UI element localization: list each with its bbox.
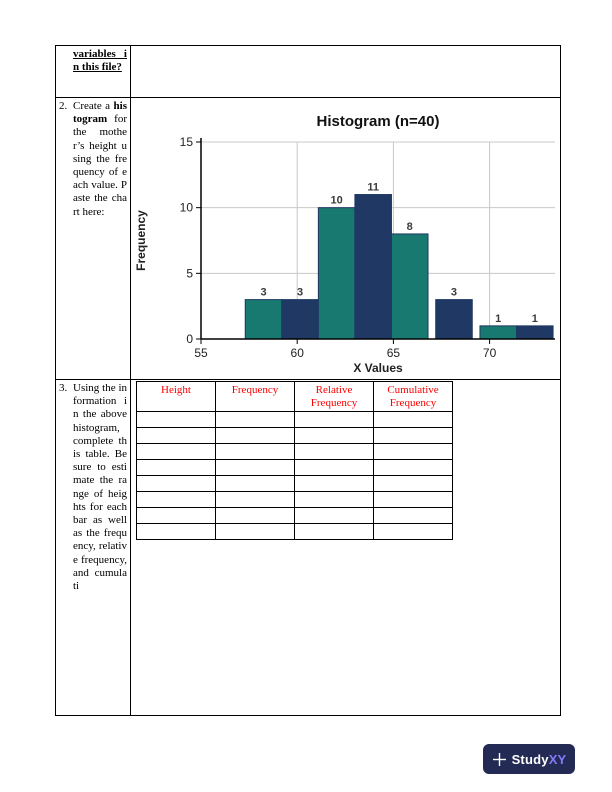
histogram-chart <box>131 104 561 376</box>
answer-table-header: Cumulative Frequency <box>374 382 453 412</box>
answer-table-cell[interactable] <box>216 412 295 428</box>
question-2-text-before: Create a <box>73 100 114 112</box>
histogram-bar <box>318 208 355 339</box>
answer-table-cell[interactable] <box>137 508 216 524</box>
brand-accent: XY <box>548 751 567 767</box>
x-tick-label: 70 <box>482 346 497 360</box>
answer-table-cell[interactable] <box>295 460 374 476</box>
answer-table-cell[interactable] <box>295 444 374 460</box>
histogram-bar <box>517 326 554 339</box>
answer-table-cell[interactable] <box>137 476 216 492</box>
x-tick-label: 55 <box>194 346 208 360</box>
answer-table-cell[interactable] <box>216 476 295 492</box>
histogram-bar <box>355 195 392 339</box>
answer-table-row <box>137 460 453 476</box>
answer-table-cell[interactable] <box>216 524 295 540</box>
bar-value-label: 1 <box>531 312 538 325</box>
question-2 <box>59 100 127 219</box>
histogram-bar <box>480 326 517 339</box>
answer-table-row <box>137 476 453 492</box>
question-2-text <box>73 100 127 219</box>
answer-table-cell[interactable] <box>374 508 453 524</box>
row3-right-cell <box>131 380 561 716</box>
answer-table-cell[interactable] <box>374 444 453 460</box>
question-3 <box>59 382 127 593</box>
histogram-bar <box>282 300 319 339</box>
x-tick-label: 60 <box>290 346 304 360</box>
question-2-number: 2. <box>59 100 68 112</box>
bar-value-label: 3 <box>260 286 267 299</box>
answer-table-row <box>137 524 453 540</box>
histogram-bar <box>391 234 428 339</box>
y-axis-label: Frequency <box>134 210 148 271</box>
answer-table-cell[interactable] <box>374 524 453 540</box>
answer-table-row <box>137 508 453 524</box>
answer-table-cell[interactable] <box>137 492 216 508</box>
answer-table-cell[interactable] <box>295 492 374 508</box>
row3-left-cell <box>56 380 131 716</box>
answer-table-header: Height <box>137 382 216 412</box>
answer-table-cell[interactable] <box>295 524 374 540</box>
y-tick-label: 5 <box>186 266 193 281</box>
answer-table-cell[interactable] <box>374 460 453 476</box>
answer-table-cell[interactable] <box>295 476 374 492</box>
row1-right-cell <box>131 46 561 98</box>
answer-table-row <box>137 444 453 460</box>
answer-table-cell[interactable] <box>374 492 453 508</box>
answer-table-cell[interactable] <box>216 428 295 444</box>
answer-table-body <box>137 412 453 540</box>
brand-main: Study <box>511 751 549 767</box>
y-tick-label: 10 <box>179 200 193 215</box>
bar-value-label: 11 <box>367 181 380 194</box>
answer-table-header: Relative Frequency <box>295 382 374 412</box>
answer-table-cell[interactable] <box>374 476 453 492</box>
histogram-svg <box>131 104 561 376</box>
bar-value-label: 3 <box>297 286 304 299</box>
question-fragment: variables in this file? <box>73 48 127 74</box>
bar-value-label: 10 <box>330 194 343 207</box>
question-2-text-after: for the mother’s height using the frequency of each value. Paste the chart here: <box>73 113 127 218</box>
answer-table-header-row <box>137 382 453 412</box>
brand-text <box>512 752 567 767</box>
histogram-bar <box>436 300 473 339</box>
plus-icon <box>492 752 507 767</box>
answer-table-row <box>137 412 453 428</box>
histogram-bar <box>245 300 282 339</box>
answer-table <box>136 381 453 540</box>
answer-table-cell[interactable] <box>137 412 216 428</box>
row2-right-cell <box>131 98 561 380</box>
bar-value-label: 8 <box>406 220 413 233</box>
answer-table-cell[interactable] <box>216 492 295 508</box>
answer-table-row <box>137 492 453 508</box>
x-axis-label: X Values <box>353 361 403 375</box>
row1-left-cell <box>56 46 131 98</box>
answer-table-cell[interactable] <box>137 524 216 540</box>
bar-value-label: 1 <box>495 312 502 325</box>
answer-table-cell[interactable] <box>216 444 295 460</box>
chart-title: Histogram (n=40) <box>316 113 440 130</box>
answer-table-cell[interactable] <box>137 428 216 444</box>
x-tick-label: 65 <box>386 346 401 360</box>
answer-table-cell[interactable] <box>137 460 216 476</box>
answer-table-cell[interactable] <box>137 444 216 460</box>
answer-table-header: Frequency <box>216 382 295 412</box>
answer-table-cell[interactable] <box>374 412 453 428</box>
y-tick-label: 0 <box>186 332 193 346</box>
question-3-number: 3. <box>59 382 68 394</box>
question-2-bold-word: histogram <box>73 100 127 126</box>
answer-table-cell[interactable] <box>295 428 374 444</box>
answer-table-cell[interactable] <box>295 412 374 428</box>
answer-table-cell[interactable] <box>216 460 295 476</box>
answer-table-row <box>137 428 453 444</box>
answer-table-cell[interactable] <box>295 508 374 524</box>
bar-value-label: 3 <box>450 286 458 299</box>
answer-table-cell[interactable] <box>216 508 295 524</box>
studyxy-logo <box>483 744 575 774</box>
y-tick-label: 15 <box>179 135 193 149</box>
answer-table-cell[interactable] <box>374 428 453 444</box>
worksheet-table <box>55 45 561 716</box>
question-3-text: Using the information in the above histogram, complete this table. Be sure to estimate the range of heights for each bar as well as the frequency, relative frequency, and cumulati <box>73 382 127 593</box>
row2-left-cell <box>56 98 131 380</box>
